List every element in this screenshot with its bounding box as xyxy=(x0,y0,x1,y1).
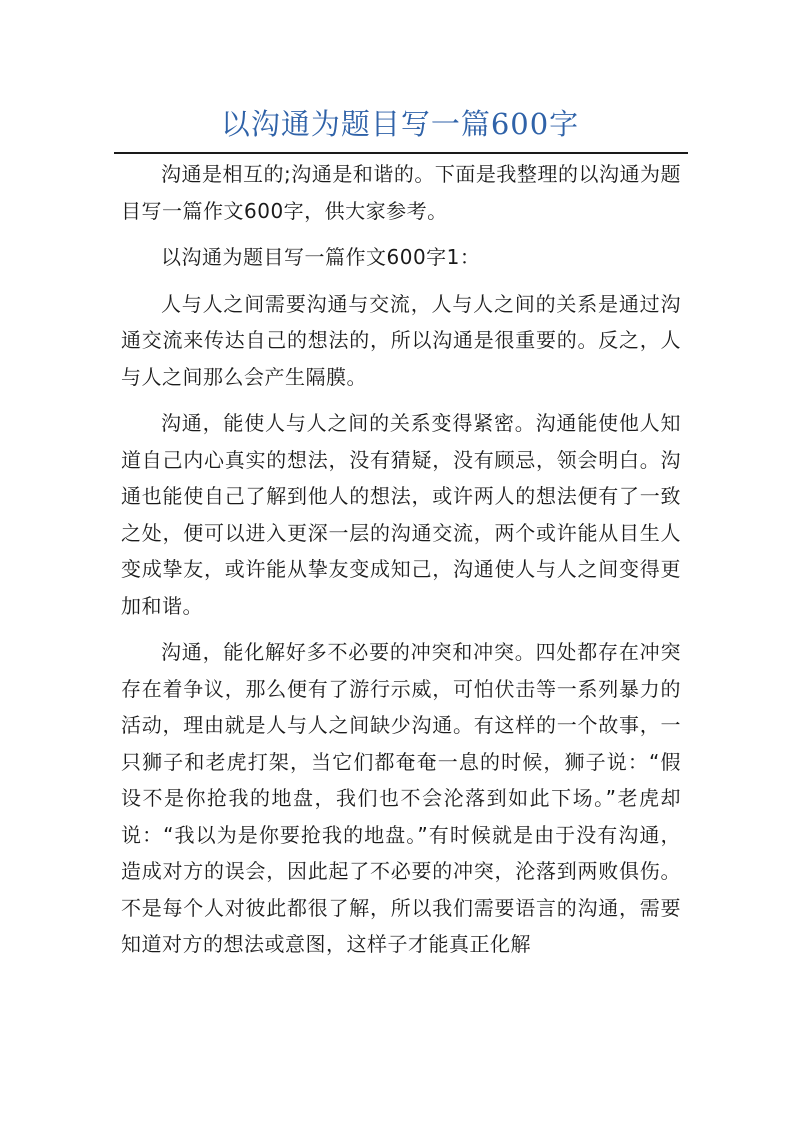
essay-heading: 以沟通为题目写一篇作文600字1： xyxy=(161,245,481,269)
body-paragraph: 人与人之间需要沟通与交流，人与人之间的关系是通过沟通交流来传达自己的想法的，所以沟通是很重要的。反之，人与人之间那么会产生隔膜。 xyxy=(121,291,681,389)
title-divider xyxy=(114,152,688,154)
body-paragraph: 沟通，能化解好多不必要的冲突和冲突。四处都存在冲突存在着争议，那么便有了游行示威，可怕伏击等一系列暴力的活动，理由就是人与人之间缺少沟通。有这样的一个故事，一只狮子和老虎打架，当它们都奄奄一息的时候，狮子说：“假设不是你抢我的地盘，我们也不会沦落到如此下场。”老虎却说：“我以为是你要抢我的地盘。”有时候就是由于没有沟通，造成对方的误会，因此起了不必要的冲突，沦落到两败俱伤。不是每个人对彼此都很了解，所以我们需要语言的沟通，需要知道对方的想法或意图，这样子才能真正化解 xyxy=(121,640,681,956)
document-body xyxy=(121,156,681,973)
body-paragraph: 沟通，能使人与人之间的关系变得紧密。沟通能使他人知道自己内心真实的想法，没有猜疑，没有顾忌，领会明白。沟通也能使自己了解到他人的想法，或许两人的想法便有了一致之处，便可以进入更深一层的沟通交流，两个或许能从目生人变成挚友，或许能从挚友变成知己，沟通使人与人之间变得更加和谐。 xyxy=(121,411,681,618)
document-title: 以沟通为题目写一篇600字 xyxy=(220,107,580,141)
intro-paragraph: 沟通是相互的;沟通是和谐的。下面是我整理的以沟通为题目写一篇作文600字，供大家参考。 xyxy=(121,162,681,223)
